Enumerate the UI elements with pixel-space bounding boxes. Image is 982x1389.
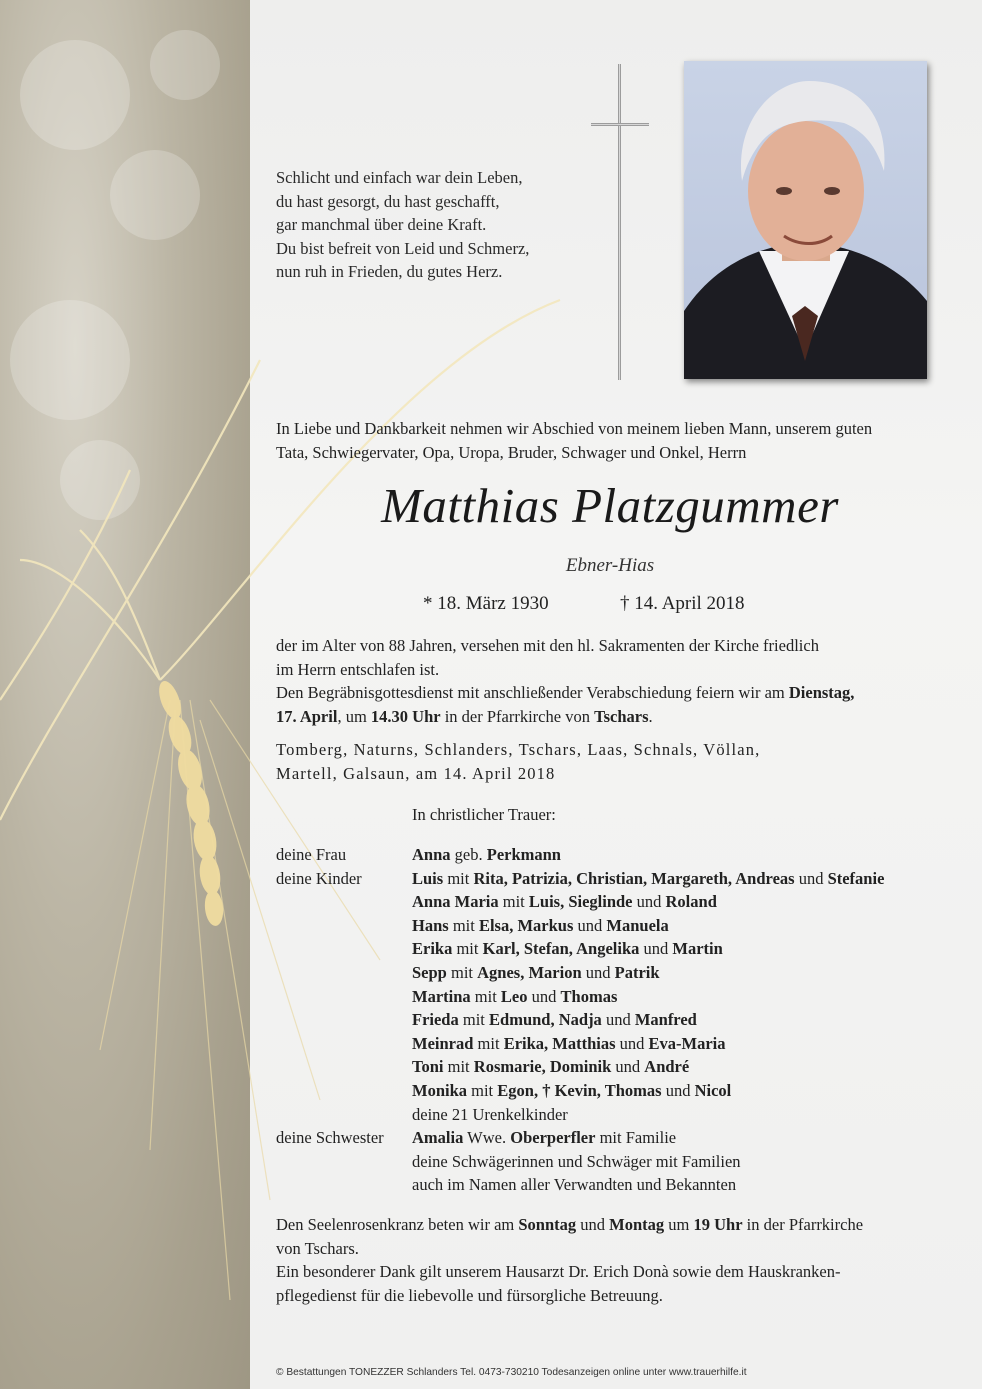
family-names: Erika mit Karl, Stefan, Angelika und Martin — [412, 939, 723, 959]
family-row — [276, 1103, 884, 1127]
death-notice-text — [276, 634, 944, 728]
family-row — [276, 1150, 884, 1174]
family-row — [276, 843, 884, 867]
family-names: Amalia Wwe. Oberperfler mit Familie — [412, 1128, 677, 1148]
family-row — [276, 961, 884, 985]
funeral-text: . — [648, 706, 653, 726]
family-row — [276, 1032, 884, 1056]
family-row — [276, 1173, 884, 1197]
family-names: Martina mit Leo und Thomas — [412, 986, 618, 1006]
relatives: auch im Namen aller Verwandten und Bekannten — [412, 1175, 737, 1195]
footer-credit: © Bestattungen TONEZZER Schlanders Tel. 0473-730210 Todesanzeigen online unter www.trauerhilfe.it — [276, 1367, 747, 1378]
bokeh-light — [60, 440, 140, 520]
places-line: Martell, Galsaun, am 14. April 2018 — [276, 763, 556, 783]
mourning-label: In christlicher Trauer: — [412, 805, 556, 824]
family-names: Sepp mit Agnes, Marion und Patrik — [412, 962, 660, 982]
funeral-line — [276, 681, 944, 705]
deceased-portrait — [684, 61, 927, 379]
memorial-poem — [276, 166, 529, 284]
places-and-date — [276, 738, 944, 785]
funeral-time: 14.30 Uhr — [370, 706, 441, 726]
rosary-line: von Tschars. — [276, 1238, 359, 1258]
death-date: † 14. April 2018 — [620, 593, 745, 614]
funeral-place: Tschars — [594, 706, 649, 726]
funeral-line — [276, 705, 944, 729]
notice-line: der im Alter von 88 Jahren, versehen mit den hl. Sakramenten der Kirche friedlich — [276, 636, 819, 655]
funeral-date: 17. April — [276, 706, 338, 726]
family-names: Hans mit Elsa, Markus und Manuela — [412, 915, 669, 935]
deceased-nickname: Ebner-Hias — [565, 555, 655, 576]
bokeh-light — [20, 40, 130, 150]
family-names: Frieda mit Edmund, Nadja und Manfred — [412, 1010, 697, 1030]
funeral-text: , um — [337, 706, 371, 726]
notice-line: im Herrn entschlafen ist. — [276, 659, 440, 679]
family-row — [276, 1008, 884, 1032]
funeral-text: Den Begräbnisgottesdienst mit anschließender Verabschiedung feiern wir am — [276, 683, 789, 702]
funeral-day: Dienstag, — [788, 683, 855, 702]
family-list — [276, 843, 884, 1197]
decorative-side-panel — [0, 0, 250, 1389]
bokeh-light — [110, 150, 200, 240]
birth-date: * 18. März 1930 — [423, 593, 549, 614]
family-row — [276, 914, 884, 938]
family-names: Anna Maria mit Luis, Sieglinde und Roland — [412, 892, 717, 912]
cross-icon — [591, 64, 649, 380]
places-line: Tomberg, Naturns, Schlanders, Tschars, Laas, Schnals, Völlan, — [276, 740, 761, 759]
bokeh-light — [10, 300, 130, 420]
family-names: Luis mit Rita, Patrizia, Christian, Margareth, Andreas und Stefanie — [412, 868, 885, 888]
intro-line: Tata, Schwiegervater, Opa, Uropa, Bruder, Schwager und Onkel, Herrn — [276, 443, 747, 462]
introduction-text — [276, 417, 944, 465]
relation-label: deine Schwester — [276, 1128, 384, 1148]
poem-line: Du bist befreit von Leid und Schmerz, — [276, 238, 530, 258]
relation-label: deine Kinder — [276, 868, 362, 888]
family-row — [276, 937, 884, 961]
bokeh-light — [150, 30, 220, 100]
in-laws: deine Schwägerinnen und Schwäger mit Familien — [412, 1151, 741, 1171]
portrait-illustration — [684, 61, 927, 379]
great-grandchildren: deine 21 Urenkelkinder — [412, 1104, 568, 1124]
family-row — [276, 890, 884, 914]
family-names: Meinrad mit Erika, Matthias und Eva-Maria — [412, 1033, 726, 1053]
thanks-line: pflegedienst für die liebevolle und fürsorgliche Betreuung. — [276, 1285, 663, 1305]
thanks-line: Ein besonderer Dank gilt unserem Hausarzt Dr. Erich Donà sowie dem Hauskranken- — [276, 1262, 841, 1281]
family-names: Anna geb. Perkmann — [412, 845, 561, 864]
poem-line: Schlicht und einfach war dein Leben, — [276, 168, 523, 187]
family-names: Toni mit Rosmarie, Dominik und André — [412, 1057, 690, 1077]
poem-line: du hast gesorgt, du hast geschafft, — [276, 191, 500, 211]
poem-line: nun ruh in Frieden, du gutes Herz. — [276, 262, 503, 281]
deceased-name: Matthias Platzgummer — [381, 478, 839, 533]
relation-label: deine Frau — [276, 845, 347, 864]
rosary-line: Den Seelenrosenkranz beten wir am Sonntag und Montag um 19 Uhr in der Pfarrkirche — [276, 1215, 864, 1234]
funeral-text: in der Pfarrkirche von — [440, 706, 595, 726]
family-row — [276, 1079, 884, 1103]
family-names: Monika mit Egon, † Kevin, Thomas und Nicol — [412, 1080, 732, 1100]
family-row — [276, 867, 884, 891]
intro-line: In Liebe und Dankbarkeit nehmen wir Abschied von meinem lieben Mann, unserem guten — [276, 419, 873, 438]
closing-text — [276, 1213, 944, 1307]
family-row — [276, 1126, 884, 1150]
poem-line: gar manchmal über deine Kraft. — [276, 215, 487, 234]
family-row — [276, 985, 884, 1009]
family-row — [276, 1055, 884, 1079]
